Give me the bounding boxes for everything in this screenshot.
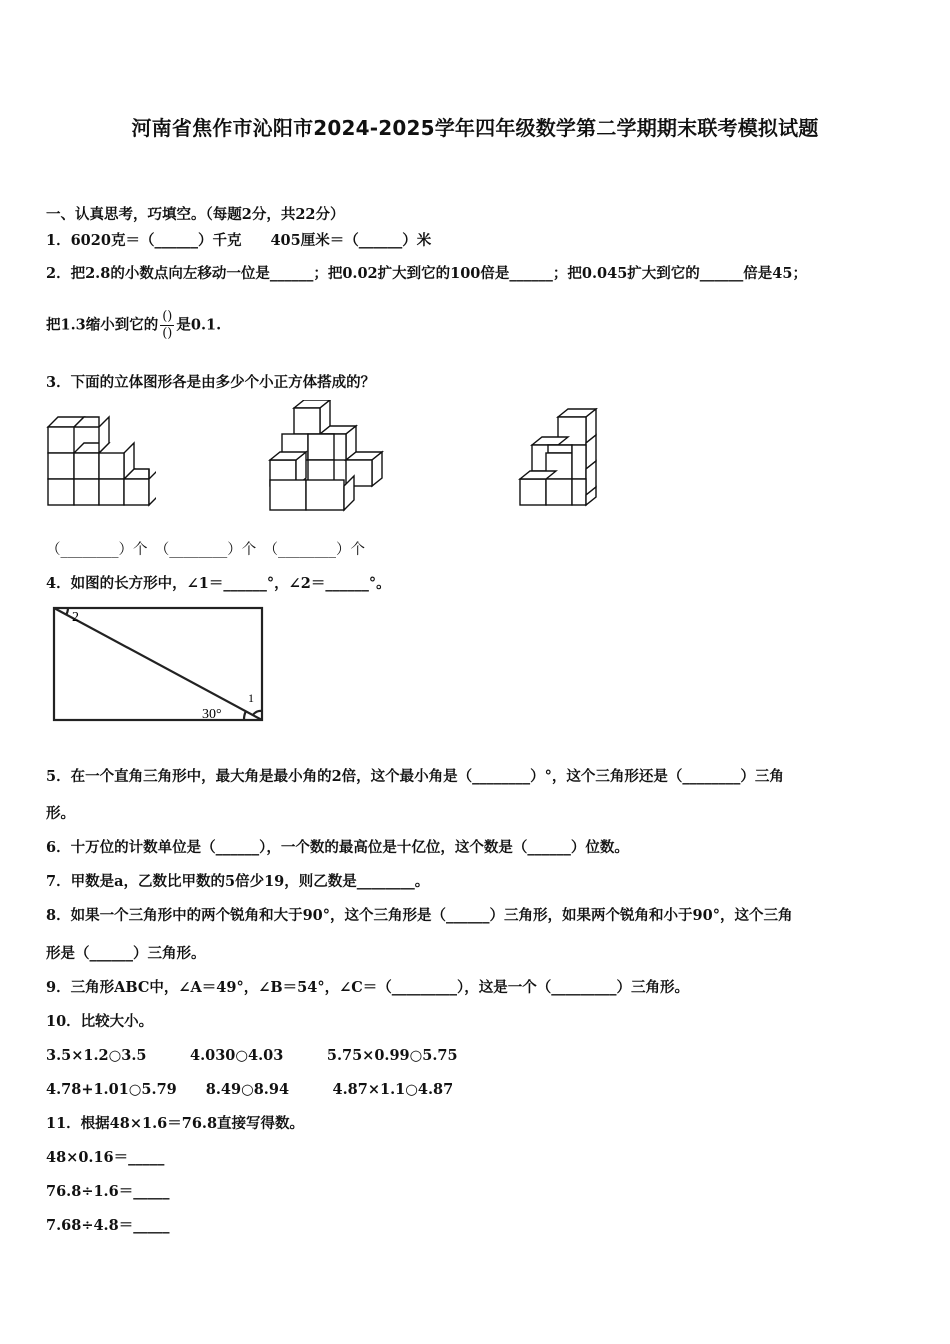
q2-pre-text: 把1.3缩小到它的 (46, 316, 159, 334)
question-1: 1．6020克＝（______）千克 405厘米＝（______）米 (46, 232, 432, 249)
question-11-a: 48×0.16＝_____ (46, 1149, 165, 1166)
question-10: 10．比较大小。 (46, 1013, 154, 1030)
section-heading: 一、认真思考，巧填空。（每题2分，共22分） (46, 206, 345, 223)
question-8-line1: 8．如果一个三角形中的两个锐角和大于90°，这个三角形是（______）三角形，如果两个锐角和小于90°，这个三角 (46, 907, 793, 924)
page-title: 河南省焦作市沁阳市2024-2025学年四年级数学第二学期期末联考模拟试题 (131, 116, 819, 140)
angle-1-arc (253, 711, 262, 715)
angle-30-label: 30° (202, 707, 222, 722)
angle-30-arc (244, 711, 246, 720)
question-2-line1: 2．把2.8的小数点向左移动一位是______；把0.02扩大到它的100倍是______；把0.045扩大到它的______倍是45； (46, 265, 807, 282)
cube-figure-2 (268, 400, 390, 512)
question-3: 3．下面的立体图形各是由多少个小正方体搭成的？ (46, 374, 376, 391)
angle-1-label: 1 (248, 691, 254, 705)
fraction-numerator: () (162, 309, 173, 324)
angle-2-label: 2 (72, 610, 79, 625)
question-10-row2: 4.78+1.01○5.79 8.49○8.94 4.87×1.1○4.87 (46, 1081, 454, 1098)
q2-post-text: 是0.1. (176, 316, 222, 334)
fraction-denominator: () (162, 326, 173, 341)
question-3-answers: （________）个 （________）个 （________）个 (46, 542, 365, 558)
question-6: 6．十万位的计数单位是（______），一个数的最高位是十亿位，这个数是（______）位数。 (46, 839, 629, 856)
diagonal (54, 608, 262, 720)
question-11-c: 7.68÷4.8＝_____ (46, 1217, 170, 1234)
question-11: 11．根据48×1.6＝76.8直接写得数。 (46, 1115, 305, 1132)
question-4: 4．如图的长方形中，∠1＝______°，∠2＝______°。 (46, 575, 391, 592)
question-7: 7．甲数是a，乙数比甲数的5倍少19，则乙数是________。 (46, 873, 430, 890)
question-8-line2: 形是（______）三角形。 (46, 945, 206, 962)
question-5-line1: 5．在一个直角三角形中，最大角是最小角的2倍，这个最小角是（________）°，这个三角形还是（________）三角 (46, 768, 784, 785)
rectangle-figure (46, 602, 268, 728)
question-9: 9．三角形ABC中，∠A＝49°，∠B＝54°，∠C＝（_________），这是一个（_________）三角形。 (46, 979, 690, 996)
question-11-b: 76.8÷1.6＝_____ (46, 1183, 170, 1200)
cube-figure-1 (46, 408, 156, 512)
fraction (160, 309, 174, 342)
question-10-row1: 3.5×1.2○3.5 4.030○4.03 5.75×0.99○5.75 (46, 1047, 458, 1064)
cube-figure-3 (518, 408, 602, 512)
question-5-line2: 形。 (46, 805, 75, 822)
question-2-line2 (46, 309, 221, 342)
